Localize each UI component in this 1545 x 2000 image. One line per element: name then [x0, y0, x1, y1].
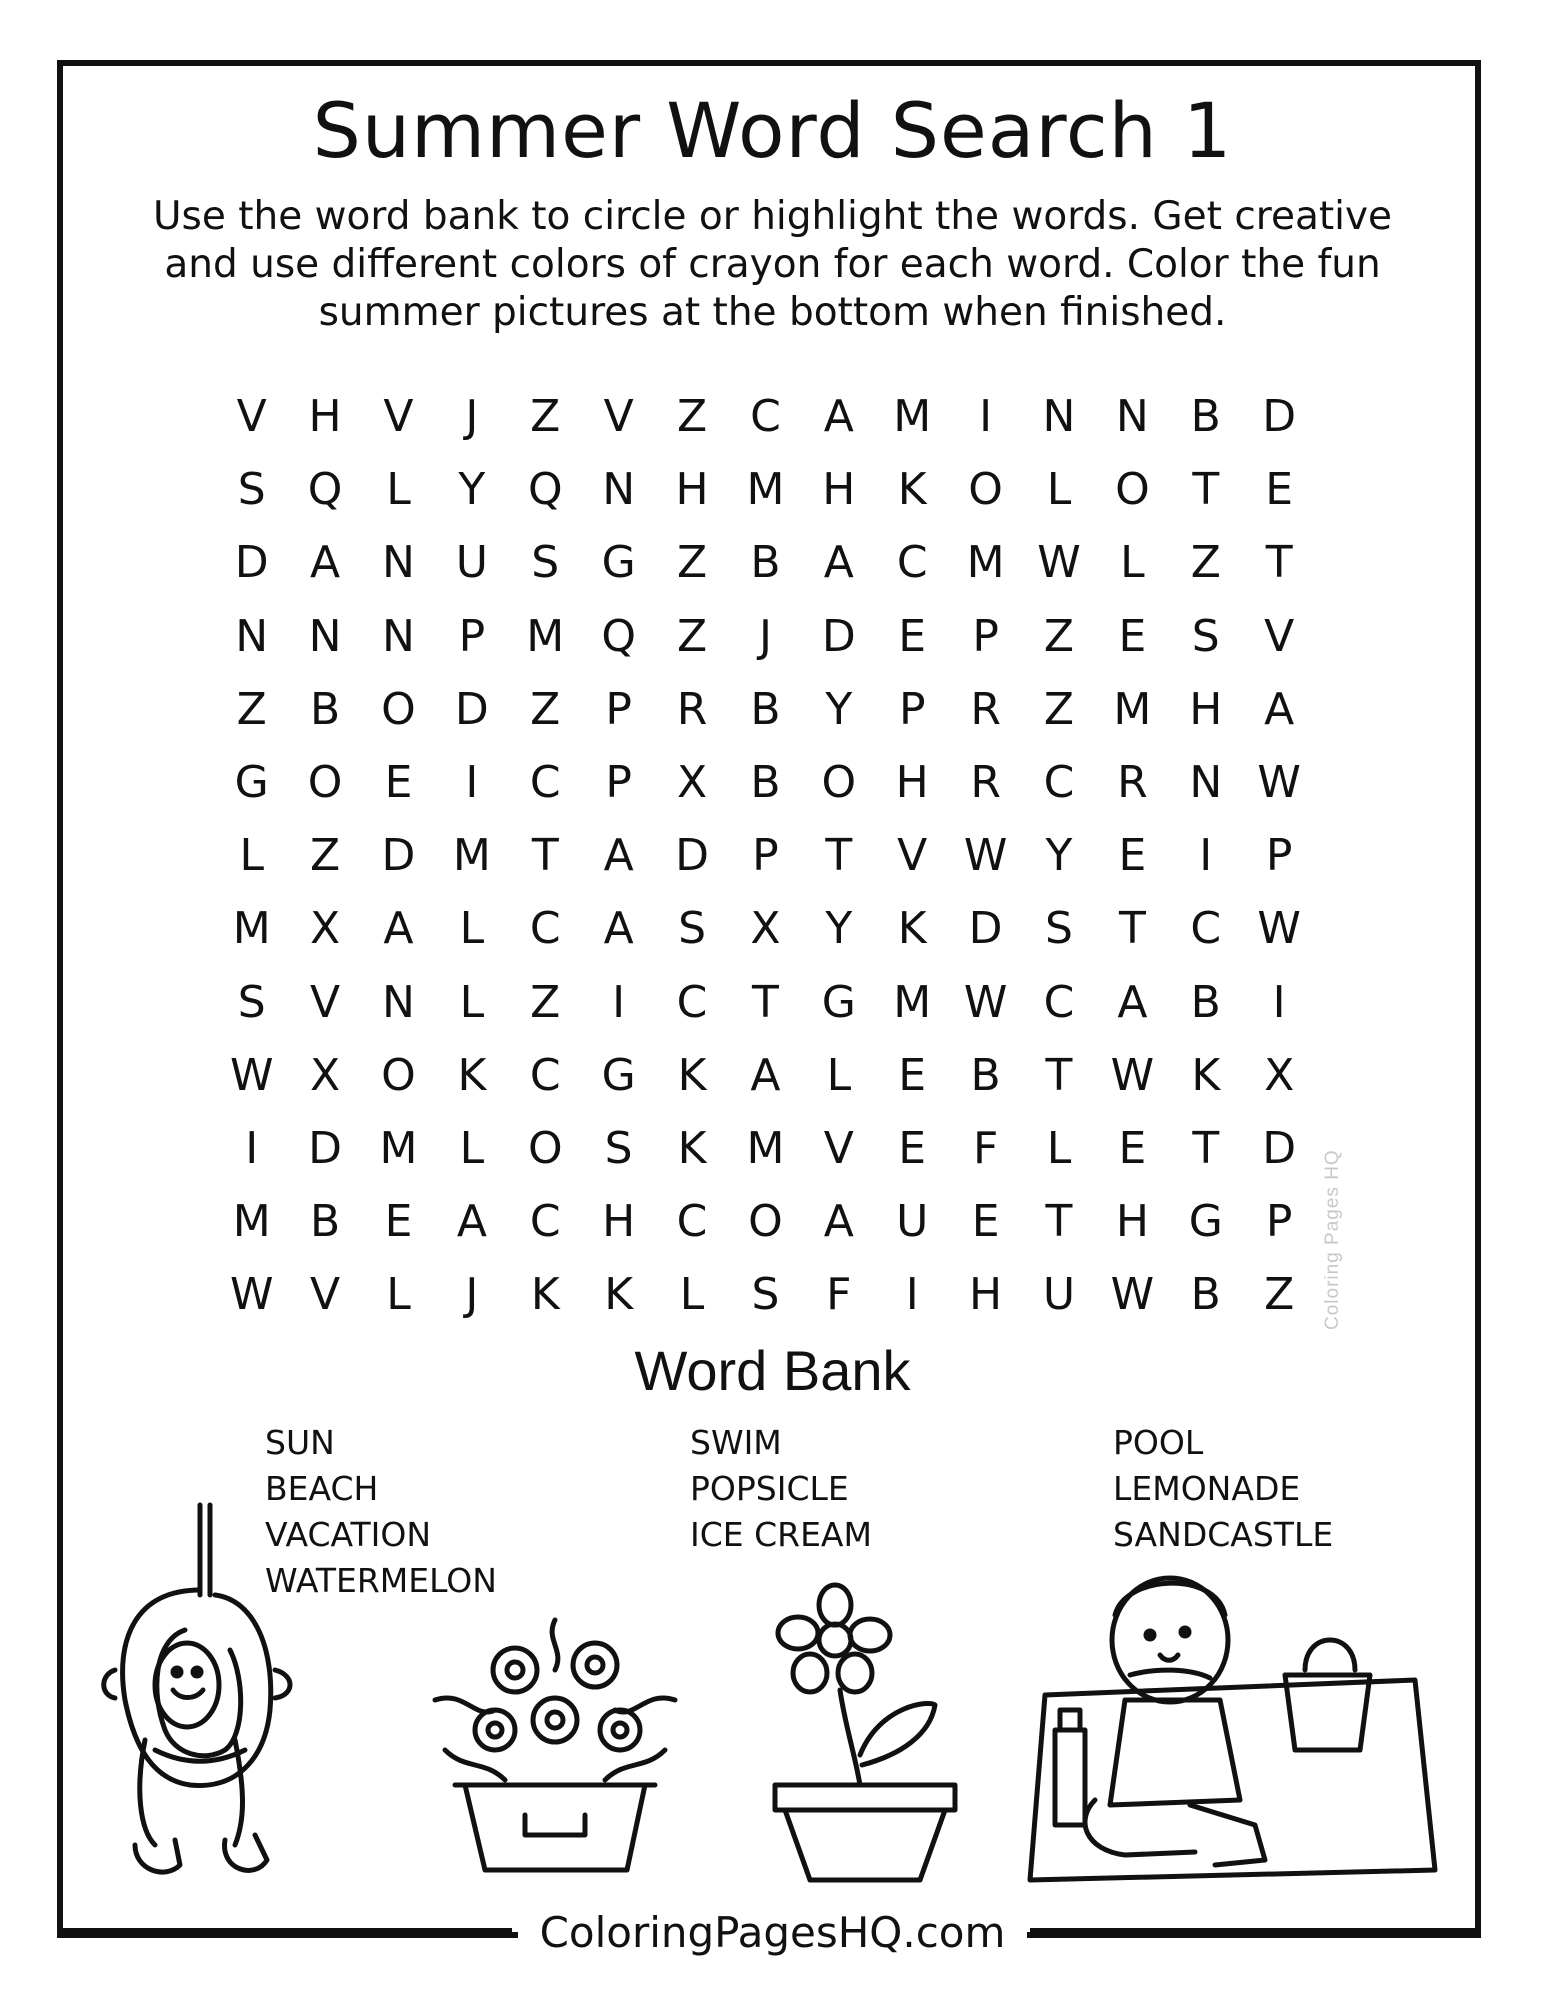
grid-letter: A [456, 1196, 487, 1248]
grid-letter: V [603, 391, 634, 443]
grid-letter: C [1043, 976, 1075, 1028]
grid-letter: I [1272, 976, 1286, 1028]
grid-letter: I [612, 976, 626, 1028]
grid-letter: L [1120, 537, 1145, 589]
grid-letter: P [1265, 1196, 1293, 1248]
grid-letter: Z [310, 830, 341, 882]
grid-letter: D [1262, 1122, 1297, 1174]
grid-letter: Q [527, 464, 563, 516]
grid-letter: A [823, 391, 854, 443]
grid-letter: A [750, 1049, 781, 1101]
grid-letter: D [1262, 391, 1297, 443]
word-bank-word: SANDCASTLE [1113, 1515, 1334, 1554]
grid-letter: E [1118, 830, 1147, 882]
grid-letter: Y [825, 683, 853, 735]
grid-letter: P [1265, 830, 1293, 882]
grid-letter: O [821, 757, 857, 809]
grid-letter: D [234, 537, 269, 589]
grid-letter: C [1043, 757, 1075, 809]
grid-letter: C [529, 903, 561, 955]
grid-letter: G [601, 1049, 636, 1101]
grid-letter: W [1110, 1269, 1155, 1321]
grid-letter: I [245, 1122, 259, 1174]
grid-letter: R [970, 757, 1001, 809]
grid-letter: H [675, 464, 709, 516]
word-bank-word: WATERMELON [265, 1561, 497, 1600]
grid-letter: N [382, 610, 415, 662]
grid-letter: E [971, 1196, 1000, 1248]
grid-letter: K [677, 1122, 707, 1174]
grid-letter: B [750, 537, 781, 589]
grid-letter: H [308, 391, 342, 443]
grid-letter: W [229, 1049, 274, 1101]
grid-letter: T [825, 830, 853, 882]
grid-letter: H [969, 1269, 1003, 1321]
potted-flower-icon [770, 1585, 960, 1885]
grid-letter: Z [1264, 1269, 1295, 1321]
grid-letter: S [1045, 903, 1073, 955]
grid-letter: L [459, 1122, 485, 1174]
grid-letter: Z [1043, 683, 1075, 735]
grid-letter: E [384, 1196, 413, 1248]
grid-letter: V [236, 391, 267, 443]
grid-letter: H [1115, 1196, 1149, 1248]
grid-letter: O [748, 1196, 783, 1248]
grid-letter: Z [676, 610, 708, 662]
word-bank-title: Word Bank [634, 1339, 911, 1402]
word-bank-word: LEMONADE [1113, 1469, 1301, 1508]
grid-letter: A [1117, 976, 1148, 1028]
grid-letter: C [1190, 903, 1222, 955]
grid-letter: X [1264, 1049, 1295, 1101]
grid-letter: R [1117, 757, 1148, 809]
grid-letter: N [1189, 757, 1223, 809]
grid-letter: L [679, 1269, 705, 1321]
grid-letter: I [979, 391, 993, 443]
grid-letter: S [237, 976, 266, 1028]
grid-letter: D [454, 683, 489, 735]
grid-letter: T [751, 976, 779, 1028]
grid-letter: T [1192, 464, 1220, 516]
grid-letter: T [1118, 903, 1146, 955]
grid-letter: K [897, 464, 927, 516]
grid-letter: Y [1045, 830, 1073, 882]
instructions-text: Use the word bank to circle or highlight the words. Get creative and use different colors of crayon for each word. Color the fun summer pictures at the bottom when finished. [152, 194, 1393, 335]
watermark: Coloring Pages HQ [1322, 1149, 1343, 1330]
grid-letter: Z [236, 683, 267, 735]
grid-letter: N [308, 610, 342, 662]
grid-letter: B [309, 1196, 341, 1248]
grid-letter: P [898, 683, 926, 735]
grid-letter: Z [530, 976, 561, 1028]
grid-letter: C [529, 757, 561, 809]
grid-letter: U [455, 537, 488, 589]
grid-letter: Y [825, 903, 853, 955]
grid-letter: K [457, 1049, 487, 1101]
grid-letter: T [1265, 537, 1293, 589]
grid-letter: V [310, 976, 341, 1028]
grid-letter: B [309, 683, 341, 735]
grid-letter: A [603, 830, 634, 882]
grid-letter: M [1113, 683, 1152, 735]
grid-letter: V [1264, 610, 1295, 662]
grid-letter: C [750, 391, 781, 443]
word-bank-word: POPSICLE [690, 1469, 849, 1508]
picnic-kid-icon [1015, 1570, 1435, 1890]
grid-letter: L [239, 830, 264, 882]
grid-letter: O [381, 1049, 416, 1101]
grid-letter: U [896, 1196, 929, 1248]
grid-letter: C [896, 537, 928, 589]
grid-letter: V [897, 830, 928, 882]
grid-letter: B [1190, 391, 1221, 443]
grid-letter: K [897, 903, 927, 955]
grid-letter: T [1045, 1049, 1073, 1101]
grid-letter: V [383, 391, 414, 443]
grid-letter: S [1191, 610, 1220, 662]
grid-letter: D [381, 830, 416, 882]
grid-letter: E [898, 1122, 927, 1174]
grid-letter: Z [530, 683, 561, 735]
grid-letter: J [465, 391, 479, 443]
grid-letter: A [1264, 683, 1295, 735]
grid-letter: X [750, 903, 781, 955]
grid-letter: L [386, 464, 411, 516]
swing-kid-icon [95, 1500, 305, 1890]
grid-letter: S [237, 464, 266, 516]
word-bank-word: ICE CREAM [690, 1515, 872, 1554]
grid-letter: S [604, 1122, 633, 1174]
footer-site-name: ColoringPagesHQ.com [518, 1908, 1028, 1957]
grid-letter: Q [601, 610, 636, 662]
grid-letter: W [229, 1269, 274, 1321]
grid-letter: X [676, 757, 708, 809]
grid-letter: K [677, 1049, 707, 1101]
grid-letter: N [1042, 391, 1076, 443]
grid-letter: T [531, 830, 559, 882]
grid-letter: P [752, 830, 779, 882]
grid-letter: L [386, 1269, 411, 1321]
grid-letter: S [531, 537, 560, 589]
grid-letter: R [970, 683, 1001, 735]
grid-letter: C [529, 1049, 561, 1101]
flower-basket-icon [405, 1610, 705, 1880]
grid-letter: B [750, 757, 781, 809]
grid-letter: A [310, 537, 341, 589]
grid-letter: P [605, 757, 632, 809]
grid-letter: I [465, 757, 479, 809]
grid-letter: E [1118, 1122, 1147, 1174]
grid-letter: T [1045, 1196, 1073, 1248]
grid-letter: S [678, 903, 706, 955]
grid-letter: H [602, 1196, 636, 1248]
grid-letter: D [675, 830, 709, 882]
grid-letter: S [751, 1269, 780, 1321]
grid-letter: C [529, 1196, 561, 1248]
grid-letter: E [898, 1049, 927, 1101]
grid-letter: T [1192, 1122, 1220, 1174]
grid-letter: N [1115, 391, 1149, 443]
grid-letter: K [604, 1269, 634, 1321]
grid-letter: G [821, 976, 856, 1028]
grid-letter: M [893, 976, 932, 1028]
grid-letter: N [602, 464, 636, 516]
grid-letter: Z [530, 391, 561, 443]
grid-letter: K [1191, 1049, 1221, 1101]
word-bank-column-3 [1113, 1420, 1333, 1558]
grid-letter: B [1190, 1269, 1221, 1321]
grid-letter: L [826, 1049, 852, 1101]
grid-letter: M [232, 1196, 271, 1248]
grid-letter: M [452, 830, 491, 882]
grid-letter: D [821, 610, 856, 662]
grid-letter: N [382, 976, 415, 1028]
grid-letter: G [601, 537, 636, 589]
grid-letter: B [970, 1049, 1001, 1101]
grid-letter: E [1118, 610, 1147, 662]
grid-letter: K [530, 1269, 560, 1321]
grid-letter: J [758, 610, 772, 662]
grid-letter: A [823, 1196, 854, 1248]
grid-letter: H [1189, 683, 1223, 735]
word-bank-word: VACATION [265, 1515, 432, 1554]
footer [0, 1908, 1545, 1957]
grid-letter: L [1046, 1122, 1072, 1174]
grid-letter: P [458, 610, 486, 662]
grid-letter: R [676, 683, 708, 735]
grid-letter: B [1190, 976, 1221, 1028]
grid-letter: E [1265, 464, 1294, 516]
grid-letter: V [310, 1269, 341, 1321]
grid-letter: Q [307, 464, 343, 516]
grid-letter: V [823, 1122, 854, 1174]
word-bank-word: SWIM [690, 1423, 782, 1462]
grid-letter: Z [1190, 537, 1221, 589]
grid-letter: W [963, 976, 1008, 1028]
grid-letter: D [308, 1122, 343, 1174]
grid-letter: P [605, 683, 632, 735]
grid-letter: Y [458, 464, 486, 516]
grid-letter: O [307, 757, 343, 809]
grid-letter: E [384, 757, 413, 809]
word-bank-word: POOL [1113, 1423, 1204, 1462]
grid-letter: F [826, 1269, 852, 1321]
grid-letter: Z [1043, 610, 1075, 662]
grid-letter: U [1042, 1269, 1076, 1321]
grid-letter: X [310, 903, 341, 955]
grid-letter: N [382, 537, 415, 589]
grid-letter: N [235, 610, 269, 662]
grid-letter: M [379, 1122, 418, 1174]
grid-letter: A [603, 903, 634, 955]
page-title: Summer Word Search 1 [312, 86, 1233, 175]
grid-letter: M [232, 903, 271, 955]
word-bank-word: BEACH [265, 1469, 379, 1508]
grid-letter: Z [676, 391, 708, 443]
grid-letter: B [750, 683, 781, 735]
grid-letter: C [676, 976, 708, 1028]
grid-letter: Z [676, 537, 708, 589]
grid-letter: H [822, 464, 856, 516]
grid-letter: O [1115, 464, 1150, 516]
grid-letter: A [383, 903, 414, 955]
grid-letter: E [898, 610, 927, 662]
grid-letter: I [1199, 830, 1213, 882]
grid-letter: D [968, 903, 1003, 955]
grid-letter: O [968, 464, 1003, 516]
grid-letter: C [676, 1196, 708, 1248]
grid-letter: M [966, 537, 1005, 589]
grid-letter: W [1110, 1049, 1155, 1101]
grid-letter: O [381, 683, 416, 735]
grid-letter: J [465, 1269, 479, 1321]
grid-letter: L [1046, 464, 1072, 516]
grid-letter: P [972, 610, 999, 662]
word-bank-column-2 [690, 1420, 872, 1558]
grid-letter: O [527, 1122, 563, 1174]
grid-letter: W [963, 830, 1008, 882]
grid-letter: W [1257, 903, 1301, 955]
grid-letter: I [905, 1269, 919, 1321]
grid-letter: F [972, 1122, 999, 1174]
grid-letter: A [823, 537, 854, 589]
grid-letter: M [746, 464, 785, 516]
grid-letter: X [310, 1049, 341, 1101]
grid-letter: W [1257, 757, 1301, 809]
grid-letter: M [893, 391, 932, 443]
grid-letter: G [234, 757, 269, 809]
letter-grid [215, 380, 1316, 1331]
grid-letter: W [1037, 537, 1081, 589]
grid-letter: G [1188, 1196, 1223, 1248]
grid-letter: M [526, 610, 565, 662]
grid-letter: L [459, 903, 485, 955]
grid-letter: H [895, 757, 929, 809]
grid-letter: L [459, 976, 485, 1028]
grid-letter: M [746, 1122, 785, 1174]
word-bank-word: SUN [265, 1423, 335, 1462]
